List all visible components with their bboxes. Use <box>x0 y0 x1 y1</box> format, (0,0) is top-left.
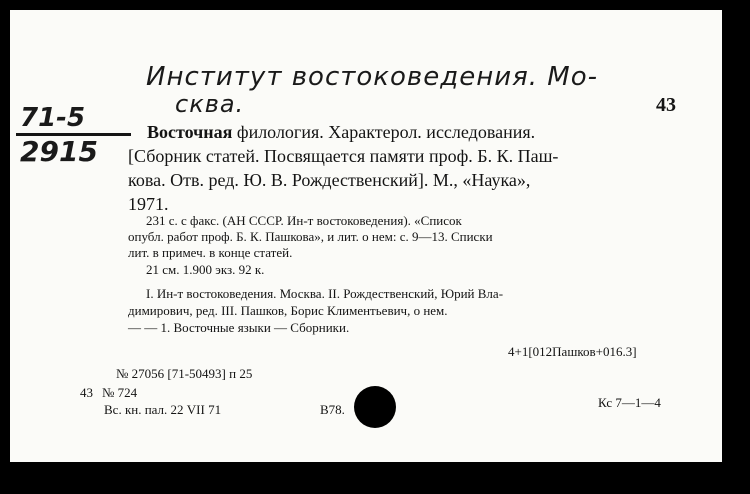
call-number-top: 71-5 <box>20 103 86 133</box>
card-number: 43 <box>656 94 676 116</box>
chamber-date: Вс. кн. пал. 22 VII 71 <box>104 402 222 417</box>
handwritten-heading-line1: Институт востоковедения. Мо- <box>146 62 598 92</box>
description-line-1: 231 с. с факс. (АН СССР. Ин-т востоковедения). «Список <box>146 213 462 228</box>
entries-line-2: димирович, ред. III. Пашков, Борис Климентьевич, о нем. <box>128 303 448 318</box>
handwritten-heading-line2: сква. <box>175 90 245 118</box>
classification-short: В78. <box>320 402 345 417</box>
index-prefix: 43 <box>80 385 93 400</box>
price-code: Кс 7—1—4 <box>598 395 661 410</box>
entries-line-3: — — 1. Восточные языки — Сборники. <box>128 320 350 335</box>
description-line-4: 21 см. 1.900 экз. 92 к. <box>146 262 265 277</box>
entries-line-1: I. Ин-т востоковедения. Москва. II. Рождественский, Юрий Вла- <box>146 286 504 301</box>
title-line-1-text: филология. Характерол. исследования. <box>236 122 536 142</box>
record-number: № 27056 [71-50493] п 25 <box>116 366 253 381</box>
description-line-3: лит. в примеч. в конце статей. <box>128 245 293 260</box>
catalog-card <box>10 10 722 462</box>
index-number: № 724 <box>102 385 138 400</box>
call-number-bottom: 2915 <box>20 135 98 168</box>
title-bold-word: Восточная <box>147 122 233 142</box>
description-line-2: опубл. работ проф. Б. К. Пашкова», и лит. о нем: с. 9—13. Списки <box>128 229 493 244</box>
title-line-4: 1971. <box>128 194 169 214</box>
title-line-3: кова. Отв. ред. Ю. В. Рождественский]. М., «Наука», <box>128 170 531 190</box>
punched-hole <box>354 386 396 428</box>
title-line-1 <box>147 122 535 143</box>
classification-code: 4+1[012Пашков+016.3] <box>508 344 637 359</box>
title-line-2: [Сборник статей. Посвящается памяти проф. Б. К. Паш- <box>128 146 559 166</box>
